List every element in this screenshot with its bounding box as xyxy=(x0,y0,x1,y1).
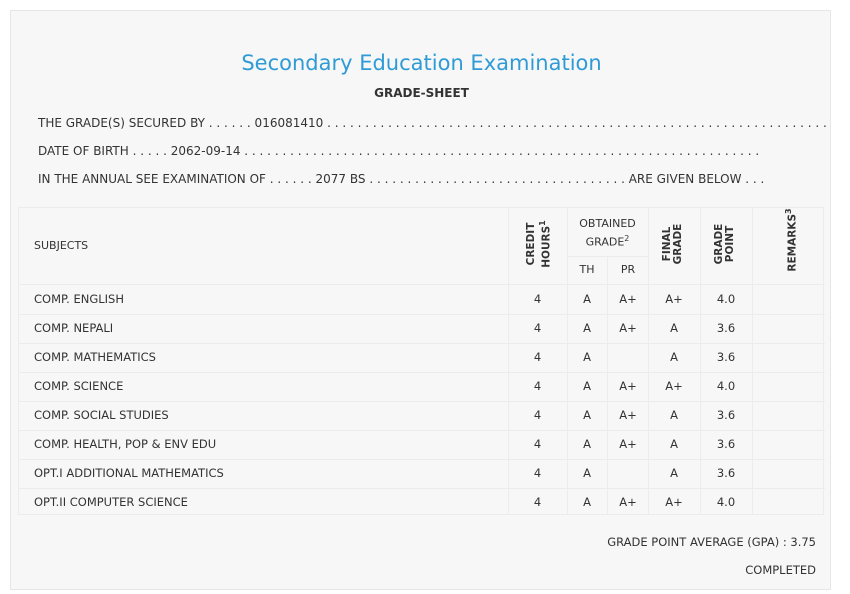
header-credit-line2 xyxy=(537,219,553,269)
table-row xyxy=(19,488,825,517)
header-remarks xyxy=(783,204,797,276)
final-grade-cell: A+ xyxy=(665,495,683,509)
page-title: Secondary Education Examination xyxy=(241,51,602,75)
grade-point-cell: 3.6 xyxy=(716,350,736,364)
subject-cell: COMP. HEALTH, POP & ENV EDU xyxy=(34,437,217,451)
header-obtained-sup: 2 xyxy=(624,234,630,243)
credit-hours-cell: 4 xyxy=(533,437,542,451)
table-row xyxy=(19,343,825,372)
header-obtained-text: GRADE xyxy=(585,235,625,249)
grade-point-cell: 3.6 xyxy=(716,466,736,480)
table-row xyxy=(19,285,825,314)
table-row xyxy=(19,430,825,459)
th-grade-cell: A xyxy=(583,321,591,335)
row-divider xyxy=(19,343,825,344)
grade-point-cell: 4.0 xyxy=(716,379,736,393)
secured-by-line: THE GRADE(S) SECURED BY . . . . . . 016081410 . . . . . . . . . . . . . . . . . . . . . . . . . . . . . . . . . . . . . . . . . . . . . . . . . . . . . . . . . . . . . . . . . . xyxy=(38,116,827,130)
header-subjects: SUBJECTS xyxy=(34,239,89,252)
subject-cell: COMP. NEPALI xyxy=(34,321,114,335)
table-divider xyxy=(567,256,648,257)
exam-line: IN THE ANNUAL SEE EXAMINATION OF . . . . . . 2077 BS . . . . . . . . . . . . . . . . . . . . . . . . . . . . . . . . . . ARE GIVEN BELOW . . . xyxy=(38,172,765,186)
pr-grade-cell: A+ xyxy=(619,321,637,335)
subject-cell: COMP. SCIENCE xyxy=(34,379,124,393)
credit-hours-cell: 4 xyxy=(533,495,542,509)
header-credit-hours xyxy=(525,219,553,269)
th-grade-cell: A xyxy=(583,408,591,422)
final-grade-cell: A xyxy=(670,321,678,335)
subject-cell: OPT.I ADDITIONAL MATHEMATICS xyxy=(34,466,224,480)
header-gp-line2: POINT xyxy=(724,225,736,263)
row-divider xyxy=(19,372,825,373)
grade-point-cell: 3.6 xyxy=(716,408,736,422)
th-grade-cell: A xyxy=(583,292,591,306)
credit-hours-cell: 4 xyxy=(533,350,542,364)
grade-point-cell: 3.6 xyxy=(716,437,736,451)
credit-hours-cell: 4 xyxy=(533,379,542,393)
result-status: COMPLETED xyxy=(745,563,816,577)
header-obtained-line2 xyxy=(567,231,648,250)
th-grade-cell: A xyxy=(583,379,591,393)
header-final-line1: FINAL xyxy=(661,226,673,262)
th-grade-cell: A xyxy=(583,466,591,480)
header-credit-text: HOURS xyxy=(540,225,553,268)
th-grade-cell: A xyxy=(583,495,591,509)
header-gp-line1: GRADE xyxy=(713,223,725,265)
credit-hours-cell: 4 xyxy=(533,321,542,335)
th-grade-cell: A xyxy=(583,350,591,364)
pr-grade-cell: A+ xyxy=(619,437,637,451)
date-of-birth-line: DATE OF BIRTH . . . . . 2062-09-14 . . . . . . . . . . . . . . . . . . . . . . . . . . . . . . . . . . . . . . . . . . . . . . . . . . . . . . . . . . . . . . . . . . . . xyxy=(38,144,760,158)
credit-hours-cell: 4 xyxy=(533,292,542,306)
credit-hours-cell: 4 xyxy=(533,466,542,480)
row-divider xyxy=(19,459,825,460)
subject-cell: OPT.II COMPUTER SCIENCE xyxy=(34,495,188,509)
pr-grade-cell: A+ xyxy=(619,379,637,393)
grade-point-cell: 4.0 xyxy=(716,495,736,509)
header-grade-point xyxy=(714,219,738,269)
header-final-line2: GRADE xyxy=(672,223,684,265)
th-grade-cell: A xyxy=(583,437,591,451)
header-credit-sup: 1 xyxy=(538,220,547,226)
subject-cell: COMP. ENGLISH xyxy=(34,292,124,306)
row-divider xyxy=(19,430,825,431)
pr-grade-cell: A+ xyxy=(619,408,637,422)
gpa-summary: GRADE POINT AVERAGE (GPA) : 3.75 xyxy=(607,535,816,549)
table-row xyxy=(19,459,825,488)
header-obtained-line1: OBTAINED xyxy=(579,217,636,230)
row-divider xyxy=(19,488,825,489)
row-divider xyxy=(19,314,825,315)
final-grade-cell: A xyxy=(670,437,678,451)
table-row xyxy=(19,372,825,401)
header-credit-line1: CREDIT xyxy=(525,222,537,266)
header-th: TH xyxy=(579,263,595,276)
header-pr: PR xyxy=(620,263,636,276)
subject-cell: COMP. SOCIAL STUDIES xyxy=(34,408,169,422)
row-divider xyxy=(19,401,825,402)
grade-point-cell: 4.0 xyxy=(716,292,736,306)
subject-cell: COMP. MATHEMATICS xyxy=(34,350,156,364)
page-subtitle: GRADE-SHEET xyxy=(374,86,469,100)
final-grade-cell: A+ xyxy=(665,292,683,306)
header-final-grade xyxy=(662,219,686,269)
final-grade-cell: A xyxy=(670,466,678,480)
header-obtained-grade xyxy=(567,216,648,250)
header-remarks-sup: 3 xyxy=(784,208,793,214)
credit-hours-cell: 4 xyxy=(533,408,542,422)
table-row xyxy=(19,401,825,430)
final-grade-cell: A xyxy=(670,350,678,364)
header-remarks-text: REMARKS xyxy=(786,213,799,272)
pr-grade-cell: A+ xyxy=(619,495,637,509)
final-grade-cell: A xyxy=(670,408,678,422)
pr-grade-cell: A+ xyxy=(619,292,637,306)
final-grade-cell: A+ xyxy=(665,379,683,393)
grades-table xyxy=(18,207,824,515)
table-row xyxy=(19,314,825,343)
grade-sheet-panel xyxy=(10,10,831,590)
grade-point-cell: 3.6 xyxy=(716,321,736,335)
